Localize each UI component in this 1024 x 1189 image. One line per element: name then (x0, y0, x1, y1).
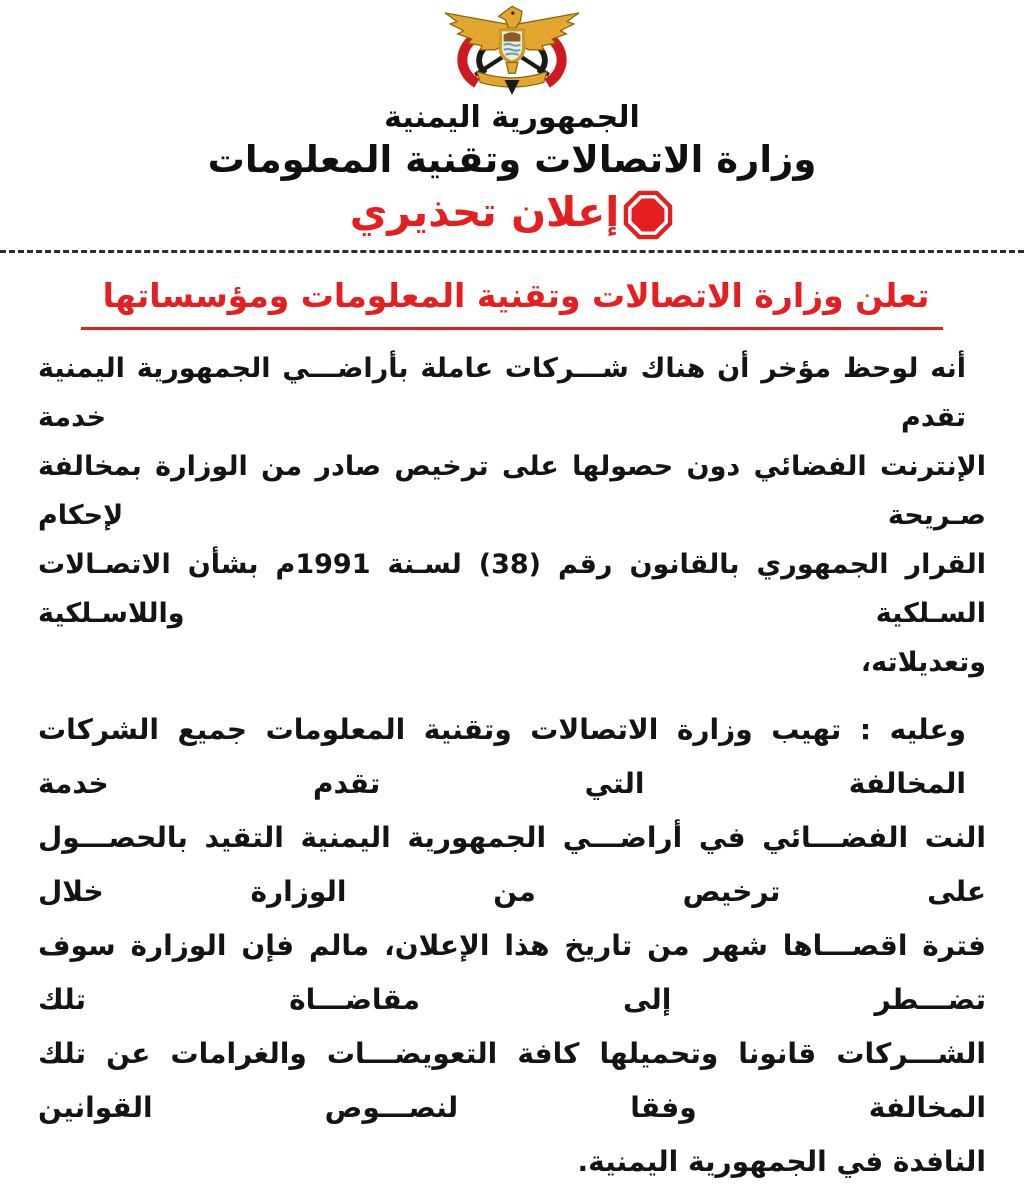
yemen-coat-of-arms-icon (428, 3, 596, 95)
paragraph-line: النافدة في الجمهورية اليمنية. (577, 1144, 986, 1178)
paragraph-line: الشـــركات قانونا وتحميلها كافة التعويضـــات والغرامات عن تلك المخالفة وفقا لنصـــوص القوانين (38, 1036, 986, 1124)
paragraph-line: أنه لوحظ مؤخر أن هناك شـــركات عاملة بأراضـــي الجمهورية اليمنية تقدم خدمة (38, 352, 966, 433)
document-header (0, 0, 1024, 241)
paragraph-line: وتعديلاته، (860, 646, 986, 678)
ministry-title: وزارة الاتصالات وتقنية المعلومات (207, 137, 817, 181)
dashed-separator (0, 250, 1024, 253)
paragraph-line: الإنترنت الفضائي دون حصولها على ترخيص صادر من الوزارة بمخالفة صـريحة لإحكام (38, 450, 986, 531)
country-title: الجمهورية اليمنية (384, 100, 640, 135)
announcement-heading: تعلن وزارة الاتصالات وتقنية المعلومات ومؤسساتها (81, 275, 944, 330)
warning-label: إعلان تحذيري (349, 188, 620, 237)
warning-banner (0, 189, 1024, 241)
announcement-body (0, 275, 1024, 1189)
paragraph-line: وعليه : تهيب وزارة الاتصالات وتقنية المعلومات جميع الشركات المخالفة التي تقدم خدمة (38, 712, 966, 800)
paragraph-line: القرار الجمهوري بالقانون رقم (38) لسـنة 1991م بشأن الاتصـالات السـلكية واللاسـلكية (38, 548, 986, 629)
paragraph-line: النت الفضـــائي في أراضـــي الجمهورية اليمنية التقيد بالحصـــول على ترخيص من الوزارة خلال (38, 820, 986, 908)
paragraph-legal-basis (38, 344, 986, 687)
paragraph-line: فترة اقصـــاها شهر من تاريخ هذا الإعلان، مالم فإن الوزارة سوف تضـــطر إلى مقاضـــاة تلك (38, 928, 986, 1016)
stop-octagon-icon (622, 189, 674, 241)
paragraph-warning-directive (38, 703, 986, 1189)
